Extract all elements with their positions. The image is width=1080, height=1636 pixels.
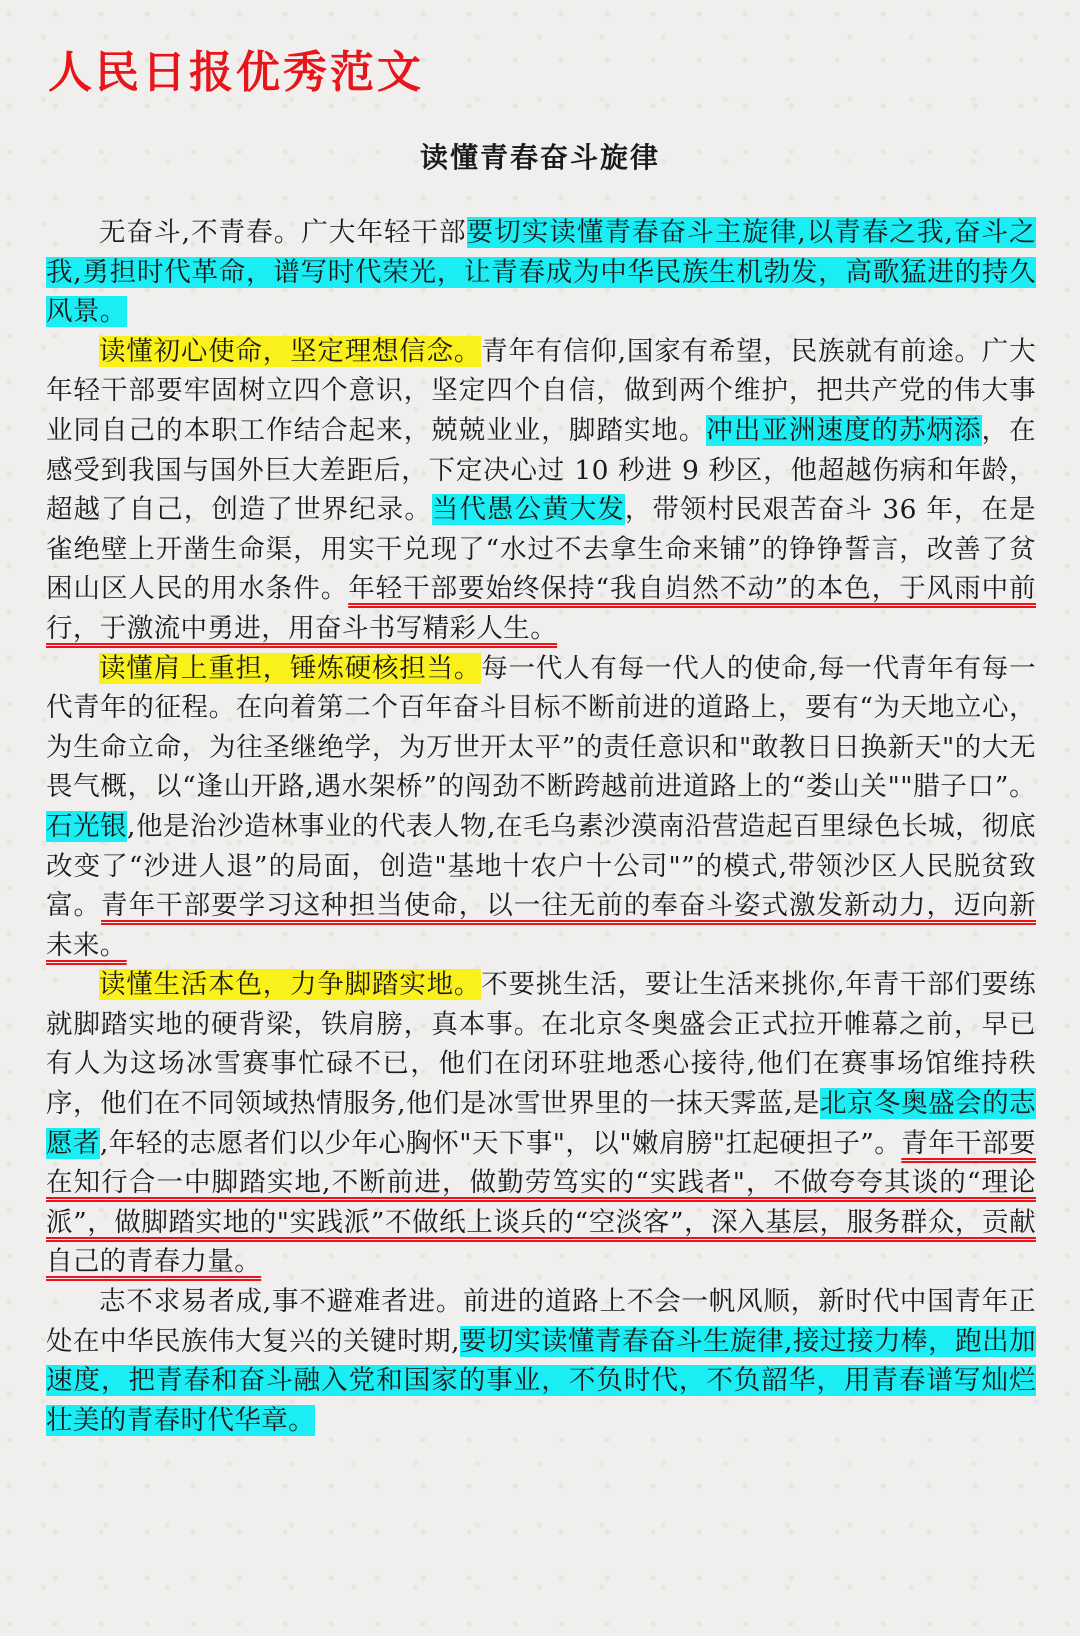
- text-run: 无奋斗,不青春。广大年轻干部: [99, 217, 467, 248]
- paragraph-ideals: [46, 332, 1036, 649]
- red-underline-text: 青年干部要学习这种担当使命，以一往无前的奉奋斗姿式激发新动力，迈向新未来。: [46, 890, 1036, 961]
- cyan-highlight: 石光银: [46, 810, 128, 842]
- yellow-highlight-heading: 读懂初心使命，坚定理想信念。: [99, 335, 482, 367]
- article-title: 读懂青春奋斗旋律: [419, 141, 660, 174]
- article-body: [46, 213, 1036, 1440]
- text-run: 志不求易者成,事不避难者进。前进的道路上不会一帆风顺，新时代中国青年正处在中华民族伟大复兴的关键时期,: [46, 1286, 1036, 1357]
- paragraph-intro: [46, 213, 1036, 332]
- cyan-highlight: 北京冬奥盛会的志愿者: [46, 1088, 1036, 1159]
- cyan-highlight: 冲出亚洲速度的苏炳添: [706, 414, 982, 446]
- cyan-highlight: 要切实读懂青春奋斗生旋律,接过接力棒，跑出加速度，把青春和奋斗融入党和国家的事业，不负时代，不负韶华，用青春谱写灿烂壮美的青春时代华章。: [46, 1325, 1036, 1436]
- yellow-highlight-heading: 读懂生活本色，力争脚踏实地。: [99, 969, 482, 1001]
- brand-title: 人民日报优秀范文: [48, 47, 424, 98]
- yellow-highlight-heading: 读懂肩上重担，锤炼硬核担当。: [99, 652, 482, 684]
- text-run: ，带领村民艰苦奋斗 36 年，在是雀绝壁上开凿生命渠，用实干兑现了“水过不去拿生命来铺”的铮铮誓言，改善了贫困山区人民的用水条件。: [46, 494, 1036, 605]
- red-underline-text: 青年干部要在知行合一中脚踏实地,不断前进，做勤劳笃实的“实践者"，不做夸夸其谈的“理论派”，做脚踏实地的"实践派”不做纸上谈兵的“空淡客”，深入基层，服务群众，贡献自己的青春力量。: [46, 1127, 1036, 1278]
- text-run: ,他是治沙造林事业的代表人物,在毛乌素沙漠南沿营造起百里绿色长城，彻底改变了“沙进人退”的局面，创造"基地十农户十公司"”的模式,带领沙区人民脱贫致富。: [46, 810, 1036, 922]
- red-underline-text: 年轻干部要始终保持“我自岿然不动”的本色，于风雨中前行，于激流中勇进，用奋斗书写精彩人生。: [46, 573, 1036, 644]
- text-run: ，在感受到我国与国外巨大差距后，下定决心过 10 秒进 9 秒区，他超越伤病和年龄，超越了自己，创造了世界纪录。: [46, 414, 1036, 526]
- cyan-highlight: 要切实读懂青春奋斗主旋律,以青春之我,奋斗之我,勇担时代革命，谱写时代荣光，让青春成为中华民族生机勃发，高歌猛进的持久风景。: [46, 217, 1036, 328]
- paragraph-practice: [46, 965, 1036, 1282]
- text-run: 青年有信仰,国家有希望，民族就有前途。广大年轻干部要牢固树立四个意识，坚定四个自信，做到两个维护，把共产党的伟大事业同自己的本职工作结合起来，兢兢业业，脚踏实地。: [46, 335, 1036, 446]
- cyan-highlight: 当代愚公黄大发: [431, 494, 625, 526]
- paragraph-responsibility: [46, 649, 1036, 966]
- text-run: 不要挑生活，要让生活来挑你,年青干部们要练就脚踏实地的硬背梁，铁肩膀，真本事。在北京冬奥盛会正式拉开帷幕之前，早已有人为这场冰雪赛事忙碌不已，他们在闭环驻地悉心接待,他们在赛事场馆维持秩序，他们在不同领域热情服务,他们是冰雪世界里的一抹天霁蓝,是: [46, 969, 1036, 1120]
- paragraph-conclusion: [46, 1282, 1036, 1440]
- text-run: ,年轻的志愿者们以少年心胸怀"天下事"，以"嫩肩膀"扛起硬担子”。: [99, 1127, 902, 1159]
- text-run: 每一代人有每一代人的使命,每一代青年有每一代青年的征程。在向着第二个百年奋斗目标不断前进的道路上，要有“为天地立心，为生命立命，为往圣继绝学，为万世开太平”的责任意识和"敢教日日换新天"的大无畏气概，以“逢山开路,遇水架桥”的闯劲不断跨越前进道路上的“娄山关""腊子口”。: [46, 652, 1036, 803]
